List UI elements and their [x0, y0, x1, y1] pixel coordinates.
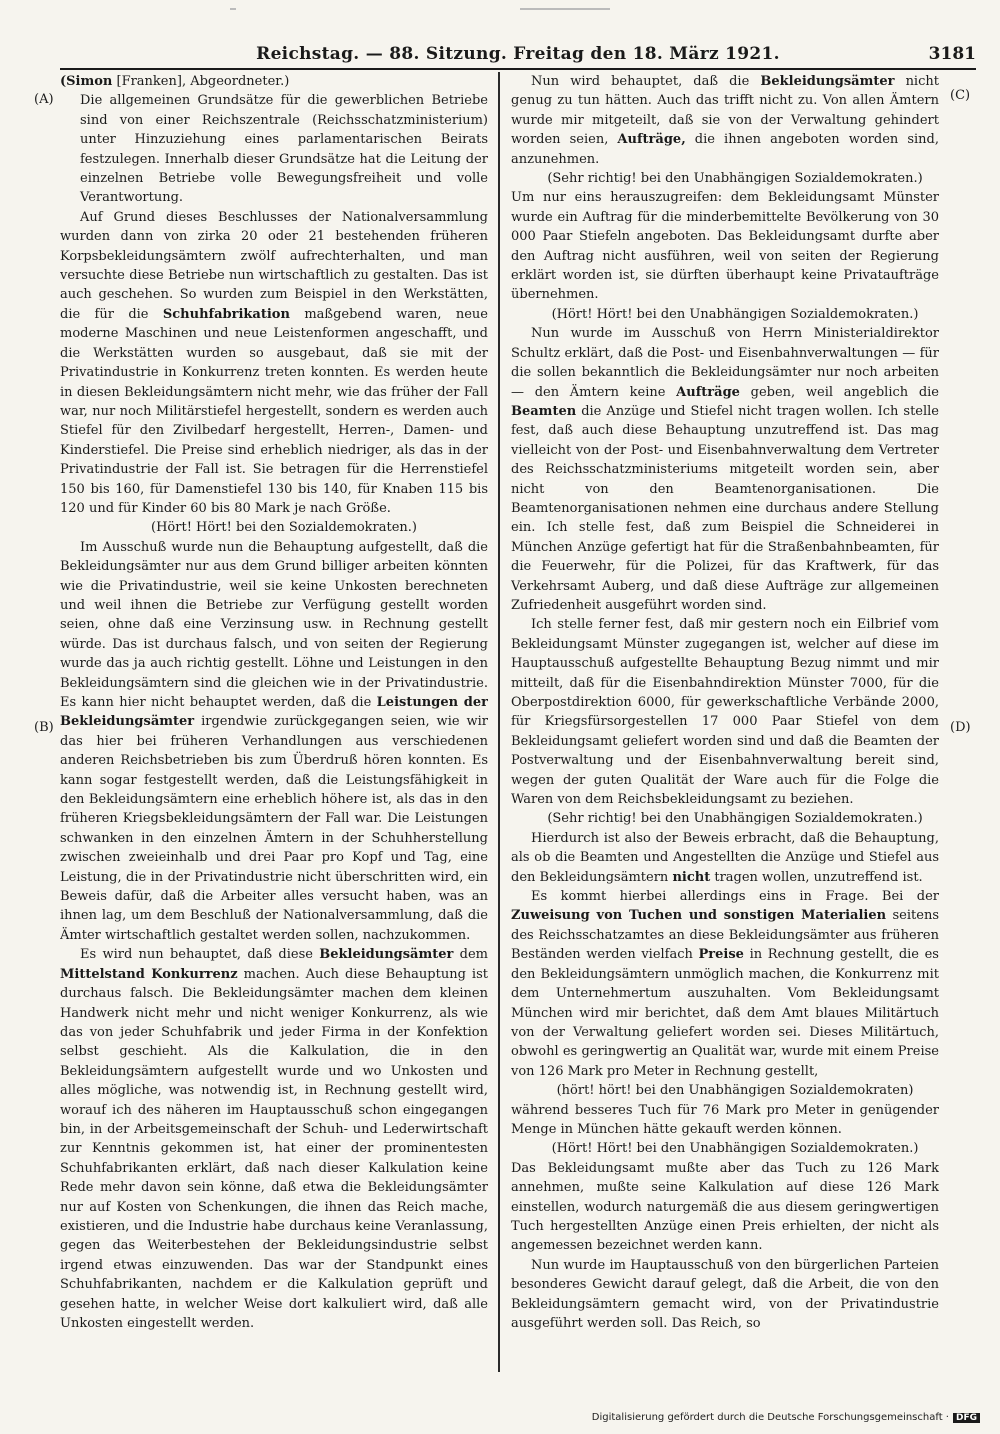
- page-header: [60, 40, 976, 70]
- paragraph: Das Bekleidungsamt mußte aber das Tuch zu 126 Mark annehmen, mußte seine Kalkulation auf diese 126 Mark einstellen, wodurch naturgemäß die aus diesem geringwertigen Tuch hergestellten Anzüge einen Preis erhielten, der nicht als angemessen bezeichnet werden kann.: [511, 1160, 939, 1254]
- paragraph: Um nur eins herauszugreifen: dem Bekleidungsamt Münster wurde ein Auftrag für die minderbemittelte Bevölkerung von 30 000 Paar Stiefeln angeboten. Das Bekleidungsamt durfte aber den Auftrag nicht ausführen, weil von seiten der Regierung erklärt worden ist, sie dürften überhaupt keine Privataufträge übernehmen.: [511, 190, 939, 303]
- right-column: [511, 72, 939, 1412]
- paragraph: Auf Grund dieses Beschlusses der Nationalversammlung wurden dann von zirka 20 oder 21 bestehenden früheren Korpsbekleidungsämtern zwölf aufrechterhalten, und man versuchte diese Betriebe nun wirtschaftlich zu gestalten. Das ist auch geschehen. So wurden zum Beispiel in den Werkstätten, die für die Schuhfabrikation maßgebend waren, neue moderne Maschinen und neue Leistenformen angeschafft, und die Werkstätten wurden so ausgebaut, daß sie mit der Privatindustrie in Konkurrenz treten konnten. Es werden heute in diesen Bekleidungsämtern nicht mehr, wie das früher der Fall war, nur noch Militärstiefel hergestellt, sondern es werden auch Stiefel für den Zivilbedarf hergestellt, Herren-, Damen- und Kinderstiefel. Die Preise sind erheblich niedriger, als das in der Privatindustrie der Fall ist. Sie betragen für die Herrenstiefel 150 bis 160, für Damenstiefel 130 bis 140, für Knaben 115 bis 120 und für Kinder 60 bis 80 Mark je nach Größe.: [60, 209, 488, 516]
- running-title: Reichstag. — 88. Sitzung. Freitag den 18. März 1921.: [256, 44, 780, 64]
- column-divider: [498, 72, 500, 1372]
- interjection: (hört! hört! bei den Unabhängigen Sozialdemokraten): [556, 1083, 914, 1099]
- margin-mark-a: (A): [34, 92, 54, 107]
- credit-text: Digitalisierung gefördert durch die Deutsche Forschungsgemeinschaft ·: [591, 1412, 949, 1423]
- dfg-logo: DFG: [953, 1413, 980, 1423]
- paragraph: Nun wird behauptet, daß die Bekleidungsämter nicht genug zu tun hätten. Auch das trifft nicht zu. Von allen Ämtern wurde mir mitgeteilt, daß sie von der Verwaltung gehindert worden seien, Aufträge, die ihnen angeboten worden sind, anzunehmen.: [511, 74, 939, 167]
- speaker-name: (Simon: [60, 74, 113, 89]
- page-number: 3181: [928, 44, 976, 64]
- paragraph: Hierdurch ist also der Beweis erbracht, daß die Behauptung, als ob die Beamten und Angestellten die Anzüge und Stiefel aus den Bekleidungsämtern nicht tragen wollen, unzutreffend ist.: [511, 830, 939, 885]
- paragraph: Es wird nun behauptet, daß diese Bekleidungsämter dem Mittelstand Konkurrenz machen. Auch diese Behauptung ist durchaus falsch. Die Bekleidungsämter machen dem kleinen Handwerk nicht mehr und nicht weniger Konkurrenz, als wie das von jeder Schuhfabrik und jeder Firma in der Konfektion selbst geschieht. Als die Kalkulation, die in den Bekleidungsämtern aufgestellt wurde und wo Unkosten und alles mögliche, was notwendig ist, in Rechnung gestellt wird, worauf ich des näheren im Hauptausschuß schon eingegangen bin, in der Arbeitsgemeinschaft der Schuh- und Lederwirtschaft zur Kenntnis gekommen ist, hat einer der prominentesten Schuhfabrikanten erklärt, daß nach dieser Kalkulation keine Rede mehr davon sein könne, daß etwa die Bekleidungsämter nur auf Kosten von Schenkungen, die ihnen das Reich mache, existieren, und die Industrie habe durchaus keine Veranlassung, gegen das Weiterbestehen der Bekleidungsindustrie selbst irgend etwas einzuwenden. Das war der Standpunkt eines Schuhfabrikanten, nachdem er die Kalkulation geprüft und gesehen hatte, in welcher Weise dort kalkuliert wird, daß alle Unkosten eingestellt werden.: [60, 947, 488, 1331]
- margin-mark-c: (C): [950, 88, 971, 103]
- scan-speck: [520, 8, 610, 10]
- paragraph: Im Ausschuß wurde nun die Behauptung aufgestellt, daß die Bekleidungsämter nur aus dem Grund billiger arbeiten könnten wie die Privatindustrie, weil sie keine Unkosten berechneten und weil ihnen die Betriebe zur Verfügung gestellt worden seien, ohne daß eine Verzinsung usw. in Rechnung gestellt würde. Das ist durchaus falsch, und von seiten der Regierung wurde das ja auch richtig gestellt. Löhne und Leistungen in den Bekleidungsämtern sind die gleichen wie in der Privatindustrie. Es kann hier nicht behauptet werden, daß die Leistungen der Bekleidungsämter irgendwie zurückgegangen seien, wie wir das hier bei früheren Verhandlungen aus verschiedenen anderen Reichsbetrieben bis zum Überdruß hören konnten. Es kann sogar festgestellt werden, daß die Leistungsfähigkeit in den Bekleidungsämtern eine erheblich höhere ist, als das in den früheren Kriegsbekleidungsämtern der Fall war. Die Leistungen schwanken in den einzelnen Ämtern in der Schuhherstellung zwischen zweieinhalb und drei Paar pro Kopf und Tag, eine Leistung, die in der Privatindustrie nicht überschritten wird, ein Beweis dafür, daß die Arbeiter alles versucht haben, was an ihnen lag, um dem Beschluß der Nationalversammlung, daß die Ämter wirtschaftlich gestaltet werden sollen, nachzukommen.: [60, 539, 488, 943]
- paragraph: Nun wurde im Hauptausschuß von den bürgerlichen Parteien besonderes Gewicht darauf gelegt, daß die Arbeit, die von den Bekleidungsämtern gemacht wird, von der Privatindustrie ausgeführt werden soll. Das Reich, so: [511, 1257, 939, 1331]
- interjection: (Hört! Hört! bei den Unabhängigen Sozialdemokraten.): [551, 306, 919, 322]
- interjection: (Sehr richtig! bei den Unabhängigen Sozialdemokraten.): [547, 171, 923, 187]
- speaker-line: [60, 72, 488, 91]
- paragraph: Es kommt hierbei allerdings eins in Frage. Bei der Zuweisung von Tuchen und sonstigen Materialien seitens des Reichsschatzamtes an diese Bekleidungsämter aus früheren Beständen werden vielfach Preise in Rechnung gestellt, die es den Bekleidungsämtern unmöglich machen, die Konkurrenz mit dem Unternehmertum auszuhalten. Vom Bekleidungsamt München wird mir berichtet, daß dem Amt blaues Militärtuch von der Verwaltung geliefert worden sei. Dieses Militärtuch, obwohl es geringwertig an Qualität war, wurde mit einem Preise von 126 Mark pro Meter in Rechnung gestellt,: [511, 889, 939, 1079]
- paragraph: Ich stelle ferner fest, daß mir gestern noch ein Eilbrief vom Bekleidungsamt Münster zugegangen ist, welcher auf diese im Hauptausschuß aufgestellte Behauptung Bezug nimmt und mir mitteilt, daß für die Eisenbahndirektion Münster 7000, für die Oberpostdirektion 6000, für gewerkschaftliche Verbände 2000, für Kriegsfürsorgestellen 17 000 Paar Stiefel von dem Bekleidungsamt geliefert worden sind und daß die Beamten der Postverwaltung und der Eisenbahnverwaltung bereit sind, wegen der guten Qualität der Ware auch für die Folge die Waren von dem Reichsbekleidungsamt zu beziehen.: [511, 617, 939, 808]
- margin-mark-d: (D): [950, 720, 971, 735]
- interjection: (Hört! Hört! bei den Sozialdemokraten.): [151, 520, 417, 536]
- left-column: [60, 72, 488, 1412]
- speaker-affiliation: [Franken], Abgeordneter.): [116, 74, 290, 89]
- interjection: (Hört! Hört! bei den Unabhängigen Sozialdemokraten.): [551, 1141, 919, 1157]
- paragraph: während besseres Tuch für 76 Mark pro Meter in genügender Menge in München hätte gekauft werden können.: [511, 1102, 939, 1137]
- scan-speck: [230, 8, 236, 10]
- interjection: (Sehr richtig! bei den Unabhängigen Sozialdemokraten.): [547, 811, 923, 827]
- paragraph: Die allgemeinen Grundsätze für die gewerblichen Betriebe sind von einer Reichszentrale (Reichsschatzministerium) unter Hinzuziehung eines parlamentarischen Beirats festzulegen. Innerhalb dieser Grundsätze hat die Leitung der einzelnen Betriebe volle Bewegungsfreiheit und volle Verantwortung.: [80, 93, 488, 206]
- digitization-credit: [592, 1412, 980, 1423]
- paragraph: Nun wurde im Ausschuß von Herrn Ministerialdirektor Schultz erklärt, daß die Post- und Eisenbahnverwaltungen — für die sollen bekanntlich die Bekleidungsämter nur noch arbeiten — den Ämtern keine Aufträge geben, weil angeblich die Beamten die Anzüge und Stiefel nicht tragen wollen. Ich stelle fest, daß auch diese Behauptung unzutreffend ist. Das mag vielleicht von der Post- und Eisenbahnverwaltung dem Vertreter des Reichsschatzministeriums mitgeteilt worden sein, aber nicht von den Beamtenorganisationen. Die Beamtenorganisationen nehmen eine durchaus andere Stellung ein. Ich stelle fest, daß zum Beispiel die Schneiderei in München Anzüge gefertigt hat für die Straßenbahnbeamten, für die Feuerwehr, für die Polizei, für das Kraftwerk, für das Verkehrsamt Auberg, und daß diese Aufträge zur allgemeinen Zufriedenheit ausgeführt worden sind.: [511, 326, 939, 613]
- margin-mark-b: (B): [34, 720, 54, 735]
